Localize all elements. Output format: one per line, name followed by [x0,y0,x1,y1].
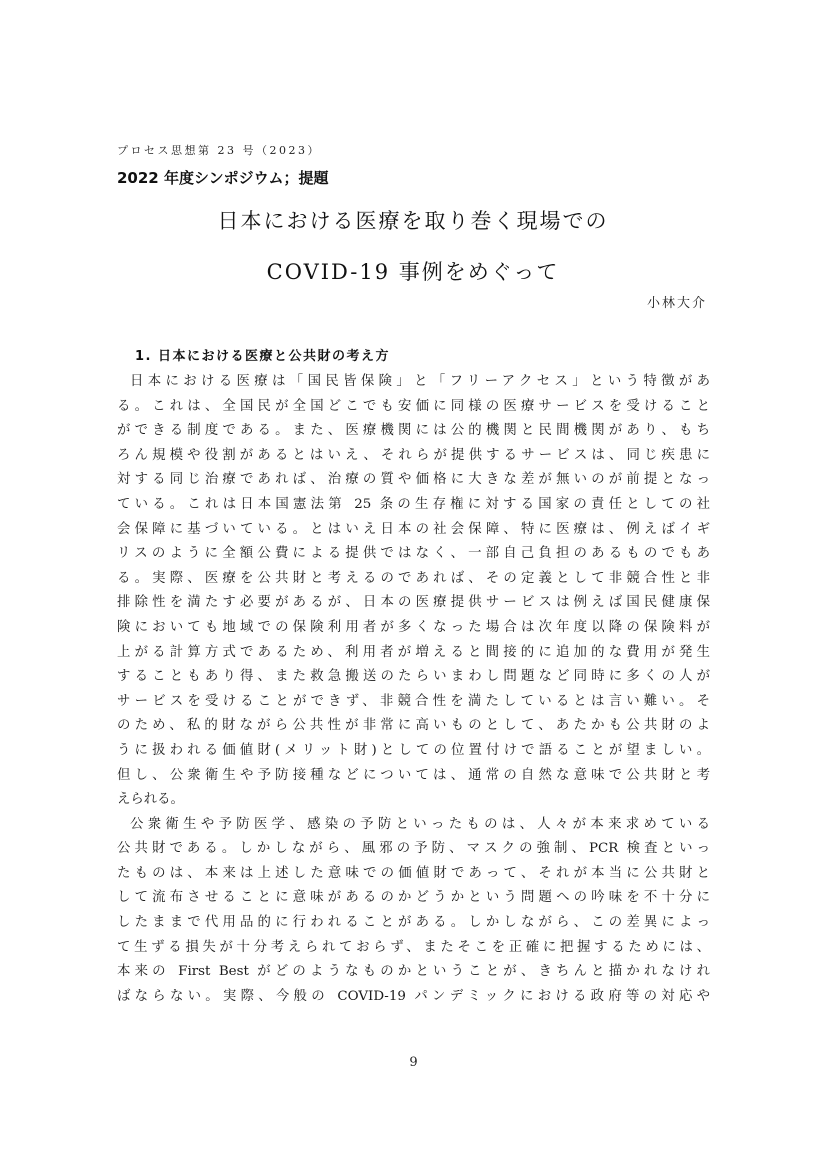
body-line: ができる制度である。また、医療機関には公的機関と民間機関があり、もち [117,423,710,439]
paper-title-line-1: 日本における医療を取り巻く現場での [217,209,609,233]
body-line: たものは、本来は上述した意味での価値財であって、それが本当に公共財と [117,865,710,881]
body-line: えられる。 [117,792,184,808]
body-line: のため、私的財ながら公共性が非常に高いものとして、あたかも公共財のよ [117,718,710,734]
body-line: る。これは、全国民が全国どこでも安価に同様の医療サービスを受けること [117,398,710,414]
body-line: 公共財である。しかしながら、風邪の予防、マスクの強制、PCR 検査といっ [117,841,710,857]
body-line: ろん規模や役割があるとはいえ、それらが提供するサービスは、同じ疾患に [117,447,710,463]
body-line: 本来の First Best がどのようなものかということが、きちんと描かれなけれ [117,964,710,980]
section-heading: 1. 日本における医療と公共財の考え方 [135,349,391,364]
body-line: る。実際、医療を公共財と考えるのであれば、その定義として非競合性と非 [117,570,710,586]
symposium-label: 2022 年度シンポジウム；提題 [117,169,329,187]
body-line: 対する同じ治療であれば、治療の質や価格に大きな差が無いのが前提となっ [117,472,710,488]
journal-header: プロセス思想第 23 号（2023） [117,144,321,157]
body-text [117,370,710,1009]
body-line: 排除性を満たす必要があるが、日本の医療提供サービスは例えば国民健康保 [117,595,710,611]
body-line: 公衆衛生や予防医学、感染の予防といったものは、人々が本来求めている [130,816,710,832]
body-line: したままで代用品的に行われることがある。しかしながら、この差異によっ [117,915,710,931]
paper-title-line-2: COVID-19 事例をめぐって [266,260,560,284]
body-line: 上がる計算方式であるため、利用者が増えると間接的に追加的な費用が発生 [117,644,710,660]
body-line: サービスを受けることができず、非競合性を満たしているとは言い難い。そ [117,693,710,709]
author-name: 小林大介 [646,296,707,311]
body-line: ている。これは日本国憲法第 25 条の生存権に対する国家の責任としての社 [117,496,710,512]
page-number: 9 [409,1055,418,1070]
body-line: リスのように全額公費による提供ではなく、一部自己負担のあるものでもあ [117,546,710,562]
body-line: 険においても地域での保険利用者が多くなった場合は次年度以降の保険料が [117,619,710,635]
body-line: 但し、公衆衛生や予防接種などについては、通常の自然な意味で公共財と考 [117,767,710,783]
body-line: うに扱われる価値財(メリット財)としての位置付けで語ることが望ましい。 [117,742,710,758]
body-line: して流布させることに意味があるのかどうかという問題への吟味を不十分に [117,890,710,906]
body-line: 日本における医療は「国民皆保険」と「フリーアクセス」という特徴があ [130,374,710,389]
body-line: て生ずる損失が十分考えられておらず、またそこを正確に把握するためには、 [117,939,710,955]
body-line: することもあり得、また救急搬送のたらいまわし問題など同時に多くの人が [117,669,710,685]
body-line: ばならない。実際、今般の COVID-19 パンデミックにおける政府等の対応や [117,988,710,1004]
body-line: 会保障に基づいている。とはいえ日本の社会保障、特に医療は、例えばイギ [117,521,710,537]
